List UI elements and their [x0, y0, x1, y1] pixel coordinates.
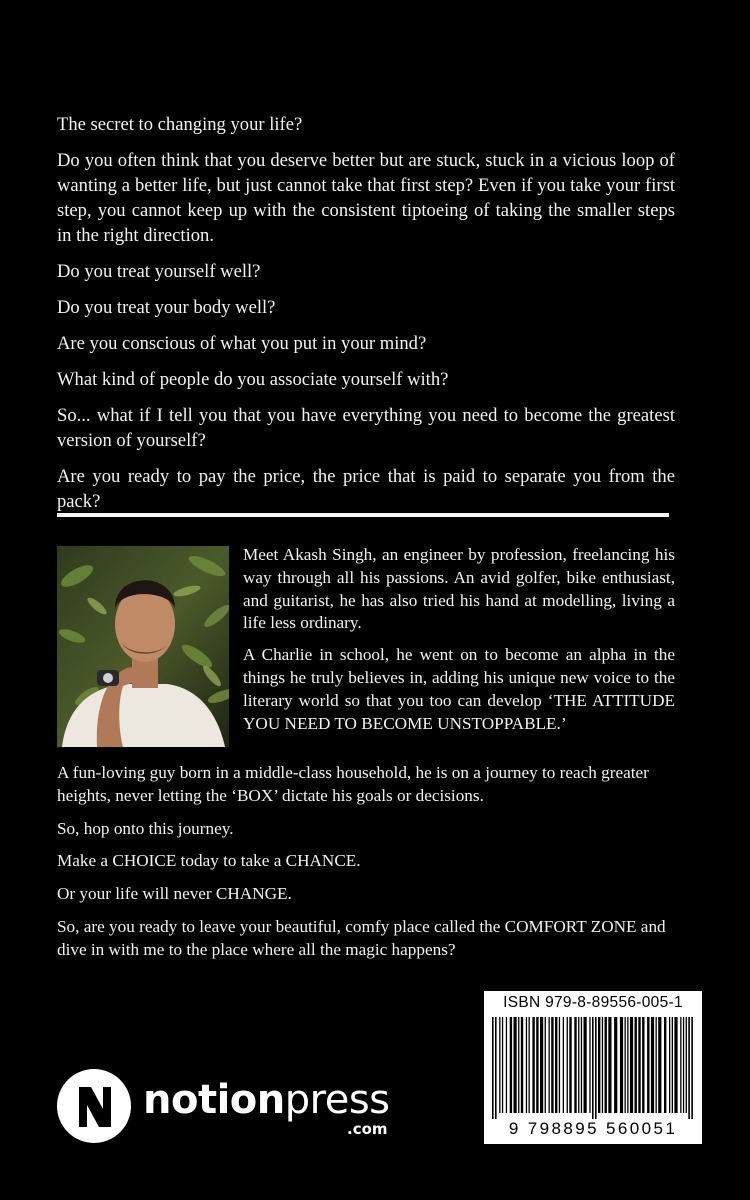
barcode-bar [602, 1017, 603, 1113]
section-divider [57, 513, 669, 517]
barcode-bar [664, 1017, 666, 1113]
isbn-label: ISBN 979-8-89556-005-1 [503, 994, 683, 1011]
barcode-bar [492, 1017, 494, 1119]
barcode-bar [669, 1017, 670, 1113]
barcode-bar [495, 1017, 497, 1119]
barcode-bar [656, 1017, 657, 1113]
publisher-name [143, 1077, 390, 1123]
barcode-bar [635, 1017, 637, 1113]
barcode-bar [569, 1017, 571, 1113]
barcode-bar [605, 1017, 607, 1113]
barcode-bar [551, 1017, 553, 1113]
barcode-bar [499, 1017, 500, 1113]
barcode-bar [672, 1017, 673, 1113]
blurb-paragraph: The secret to changing your life? [57, 114, 303, 135]
barcode-bar [658, 1017, 661, 1113]
isbn-digits: 9 798895 560051 [508, 1119, 678, 1138]
barcode-bar [680, 1017, 681, 1113]
barcode-bar [555, 1017, 557, 1113]
bio-paragraph: So, hop onto this journey. [57, 818, 234, 838]
barcode-bar [589, 1017, 590, 1113]
blurb-paragraph: Are you ready to pay the price, the price that is paid to separate you from the pack? [57, 466, 675, 512]
barcode-bar [559, 1017, 560, 1113]
author-bio-continued [57, 762, 681, 972]
barcode-bar [608, 1017, 611, 1113]
barcode-bar [638, 1017, 640, 1113]
barcode-bar [518, 1017, 519, 1113]
isbn-barcode-box [484, 991, 702, 1144]
barcode-bar [567, 1017, 568, 1113]
barcode-bar [614, 1017, 617, 1113]
bio-paragraph: Or your life will never CHANGE. [57, 884, 292, 904]
barcode-bar [545, 1017, 546, 1113]
barcode-bar [536, 1017, 538, 1113]
author-portrait-icon [57, 546, 229, 747]
barcode-bar [529, 1017, 530, 1113]
notion-press-n-icon [57, 1069, 131, 1143]
publisher-name-bold: notion [143, 1077, 285, 1123]
bio-paragraph: A fun-loving guy born in a middle-class household, he is on a journey to reach greater heights, never letting the ‘BOX’ dictate his goals or decisions. [57, 763, 649, 805]
bio-paragraph: A Charlie in school, he went on to become an alpha in the things he truly believes in, adding his unique new voice to the literary world so that you too can develop ‘THE ATTITUDE YOU NEED TO BECOME UNSTOPPABLE.’ [243, 645, 675, 733]
barcode-bar [595, 1017, 597, 1119]
blurb-paragraph: Do you treat yourself well? [57, 261, 261, 282]
barcode-bar [532, 1017, 534, 1113]
blurb-paragraph: What kind of people do you associate yourself with? [57, 369, 449, 390]
barcode-icon [490, 1017, 696, 1119]
bio-paragraph: Meet Akash Singh, an engineer by profession, freelancing his way through all his passions. An avid golfer, bike enthusiast, and guitarist, he has also tried his hand at modelling, living a life less ordinary. [243, 545, 675, 633]
blurb-paragraph: Do you treat your body well? [57, 297, 276, 318]
barcode-bar [502, 1017, 503, 1113]
author-photo [57, 546, 229, 747]
barcode-bar [630, 1017, 633, 1113]
barcode-bar [691, 1017, 693, 1119]
blurb-paragraph: So... what if I tell you that you have everything you need to become the greatest version of yourself? [57, 405, 675, 451]
barcode-bar [625, 1017, 626, 1113]
barcode-bar [598, 1017, 600, 1113]
bio-paragraph: So, are you ready to leave your beautiful, comfy place called the COMFORT ZONE and dive in with me to the place where all the magic happens? [57, 916, 666, 959]
barcode-bar [642, 1017, 644, 1113]
barcode-bar [578, 1017, 579, 1113]
barcode-bar [686, 1017, 687, 1113]
barcode-bar [688, 1017, 690, 1119]
blurb-paragraph: Are you conscious of what you put in your mind? [57, 333, 427, 354]
barcode-bar [647, 1017, 649, 1113]
publisher-domain: .com [347, 1120, 388, 1138]
barcode-bar [674, 1017, 677, 1113]
barcode-bar [514, 1017, 517, 1113]
barcode-bar [627, 1017, 628, 1113]
barcode-bar [540, 1017, 543, 1113]
barcode-bar [620, 1017, 623, 1113]
barcode-bar [521, 1017, 523, 1113]
barcode-bar [584, 1017, 587, 1113]
barcode-bar [549, 1017, 550, 1113]
blurb-paragraph: Do you often think that you deserve better but are stuck, stuck in a vicious loop of wanting a better life, but just cannot take that first step? Even if you take your first step, you cannot keep up with the consistent tiptoeing of taking the smaller steps in the right direction. [57, 150, 675, 246]
barcode-bar [506, 1017, 507, 1113]
publisher-logo [57, 1067, 417, 1147]
back-cover-blurb [57, 112, 675, 525]
barcode-bar [592, 1017, 594, 1119]
barcode-bar [683, 1017, 684, 1113]
barcode-bar [510, 1017, 512, 1113]
publisher-name-light: press [284, 1077, 390, 1123]
barcode-bar [581, 1017, 582, 1113]
bio-paragraph: Make a CHOICE today to take a CHANCE. [57, 851, 361, 871]
barcode-bar [651, 1017, 654, 1113]
barcode-bar [526, 1017, 527, 1113]
barcode-bar [563, 1017, 564, 1113]
author-bio [243, 544, 675, 744]
publisher-logo-mark [57, 1069, 131, 1143]
barcode-bar [574, 1017, 576, 1113]
